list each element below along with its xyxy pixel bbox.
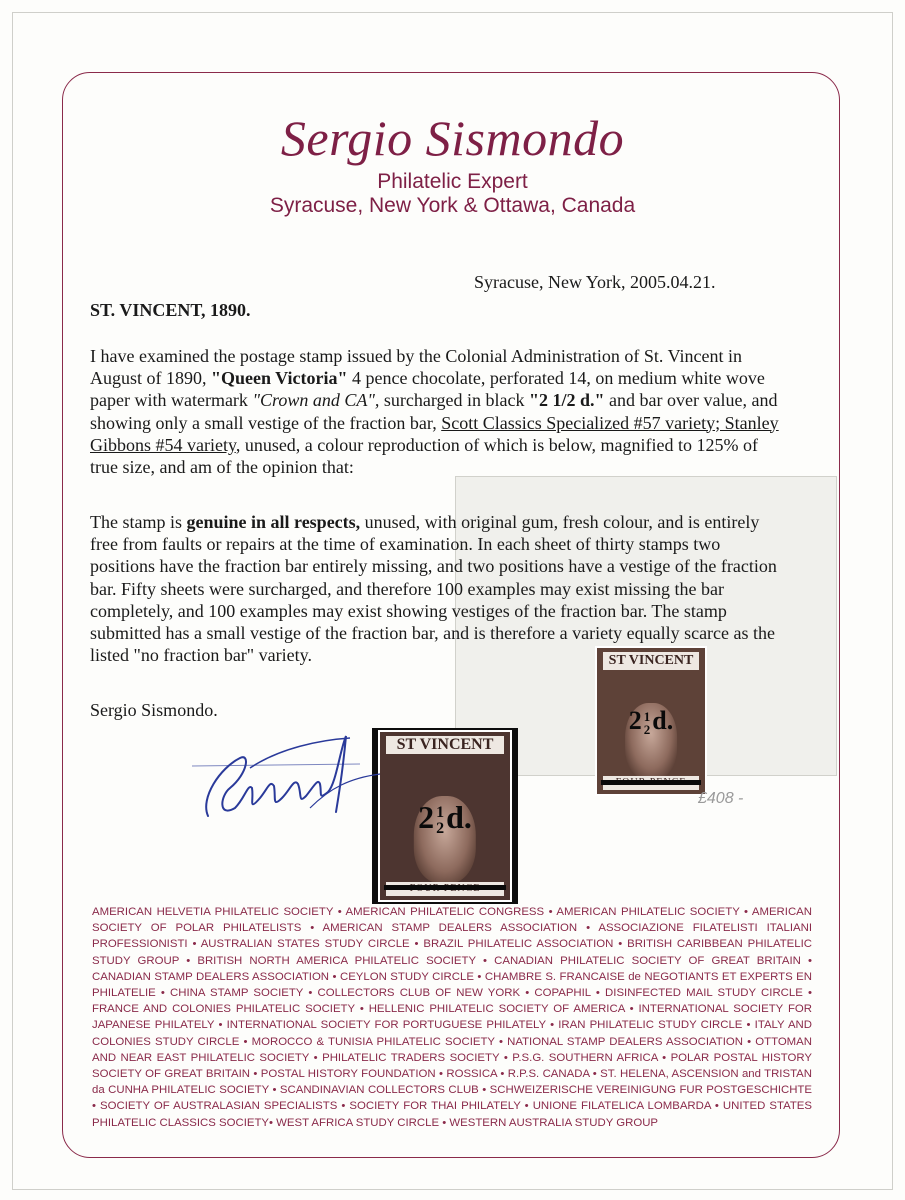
surcharge-numerator: 1 bbox=[436, 803, 445, 821]
expert-title: Philatelic Expert bbox=[377, 170, 528, 193]
expert-location: Syracuse, New York & Ottawa, Canada bbox=[269, 194, 636, 217]
surcharge-denominator: 2 bbox=[643, 722, 651, 738]
surcharge-whole: 2 bbox=[418, 799, 435, 836]
text-span: , unused, a colour reproduction of which is below, magnified to 125% of true size, and am of the opinion that: bbox=[90, 434, 759, 478]
stamp-country-label: ST VINCENT bbox=[386, 736, 504, 754]
surcharge-denominator: 2 bbox=[436, 819, 445, 837]
text-span: 4 pence chocolate, perforated 14, on medium white wove paper with watermark bbox=[90, 368, 765, 411]
text-span: surcharged in black bbox=[379, 390, 530, 411]
handwritten-signature bbox=[190, 728, 390, 828]
text-span: The stamp is bbox=[90, 512, 187, 532]
enlarged-stamp-image bbox=[380, 732, 510, 900]
surcharge-bar bbox=[601, 780, 701, 785]
surcharge-value: "2 1/2 d." bbox=[529, 390, 605, 411]
stamp-design-name: "Queen Victoria" bbox=[211, 368, 348, 389]
surcharge-overprint bbox=[597, 706, 705, 736]
surcharge-whole: 2 bbox=[628, 706, 642, 736]
date-line: Syracuse, New York, 2005.04.21. bbox=[474, 272, 716, 292]
surcharge-numerator: 1 bbox=[643, 709, 651, 725]
catalogue-reference: Scott Classics Specialized #57 variety; Stanley Gibbons #54 variety bbox=[90, 412, 779, 455]
expert-name: Sergio Sismondo bbox=[280, 110, 625, 166]
watermark-name: "Crown and CA", bbox=[252, 390, 380, 411]
text-span: unused, with original gum, fresh colour, and is entirely free from faults or repairs at the time of examination. In each sheet of thirty stamps two positions have the fraction bar entirely missing, and two positions have a vestige of the fraction bar. Fifty sheets were surcharged, and therefore 100 examples may exist missing the bar completely, and 100 examples may exist showing vestiges of the fraction bar. The stamp submitted has a small vestige of the fraction bar, and is therefore a variety equally scarce as the listed "no fraction bar" variety. bbox=[90, 512, 777, 666]
signoff-name: Sergio Sismondo. bbox=[90, 700, 218, 720]
opinion-verdict: genuine in all respects, bbox=[186, 512, 361, 532]
surcharge-unit: d. bbox=[446, 799, 472, 836]
surcharge-bar bbox=[384, 885, 506, 890]
stamp-country-label: ST VINCENT bbox=[603, 652, 699, 670]
society-memberships: AMERICAN HELVETIA PHILATELIC SOCIETY • AMERICAN PHILATELIC CONGRESS • AMERICAN PHILATELIC SOCIETY • AMERICAN SOCIETY OF POLAR PHILATELISTS • AMERICAN STAMP DEALERS ASSOCIATION • ASSOCIAZIONE FILATELISTI ITALIANI PROFESSIONISTI • AUSTRALIAN STATES STUDY CIRCLE • BRAZIL PHILATELIC ASSOCIATION • BRITISH CARIBBEAN PHILATELIC STUDY GROUP • BRITISH NORTH AMERICA PHILATELIC SOCIETY • CANADIAN PHILATELIC SOCIETY OF GREAT BRITAIN • CANADIAN STAMP DEALERS ASSOCIATION • CEYLON STUDY CIRCLE • CHAMBRE S. FRANCAISE de NEGOTIANTS ET EXPERTS EN PHILATELIE • CHINA STAMP SOCIETY • COLLECTORS CLUB OF NEW YORK • COPAPHIL • DISINFECTED MAIL STUDY CIRCLE • FRANCE AND COLONIES PHILATELIC SOCIETY • HELLENIC PHILATELIC SOCIETY OF AMERICA • INTERNATIONAL SOCIETY FOR JAPANESE PHILATELY • INTERNATIONAL SOCIETY FOR PORTUGUESE PHILATELY • IRAN PHILATELIC STUDY CIRCLE • ITALY AND COLONIES STUDY CIRCLE • MOROCCO & TUNISIA PHILATELIC SOCIETY • NATIONAL STAMP DEALERS ASSOCIATION • OTTOMAN AND NEAR EAST PHILATELIC SOCIETY • PHILATELIC TRADERS SOCIETY • P.S.G. SOUTHERN AFRICA • POLAR POSTAL HISTORY SOCIETY OF GREAT BRITAIN • POSTAL HISTORY FOUNDATION • ROSSICA • R.P.S. CANADA • ST. HELENA, ASCENSION and TRISTAN da CUNHA PHILATELIC SOCIETY • SCANDINAVIAN COLLECTORS CLUB • SCHWEIZERISCHE VEREINIGUNG FUR POSTGESCHICHTE • SOCIETY OF AUSTRALASIAN SPECIALISTS • SOCIETY FOR THAI PHILATELY • UNIONE FILATELICA LOMBARDA • UNITED STATES PHILATELIC CLASSICS SOCIETY• WEST AFRICA STUDY CIRCLE • WESTERN AUSTRALIA STUDY GROUP bbox=[92, 906, 812, 1129]
surcharge-unit: d. bbox=[652, 706, 674, 736]
opinion-paragraph bbox=[90, 511, 780, 666]
text-span: I have examined the postage stamp issued by the Colonial Administration of St. Vincent in August of 1890, bbox=[90, 346, 742, 389]
pencil-notation: £408 - bbox=[698, 790, 744, 807]
certificate-heading: ST. VINCENT, 1890. bbox=[90, 300, 251, 320]
original-stamp-image bbox=[597, 648, 705, 794]
letterhead bbox=[0, 110, 905, 218]
text-span: and bar over value, and showing only a small vestige of the fraction bar, bbox=[90, 390, 778, 433]
surcharge-overprint bbox=[380, 799, 510, 837]
description-paragraph bbox=[90, 345, 780, 478]
